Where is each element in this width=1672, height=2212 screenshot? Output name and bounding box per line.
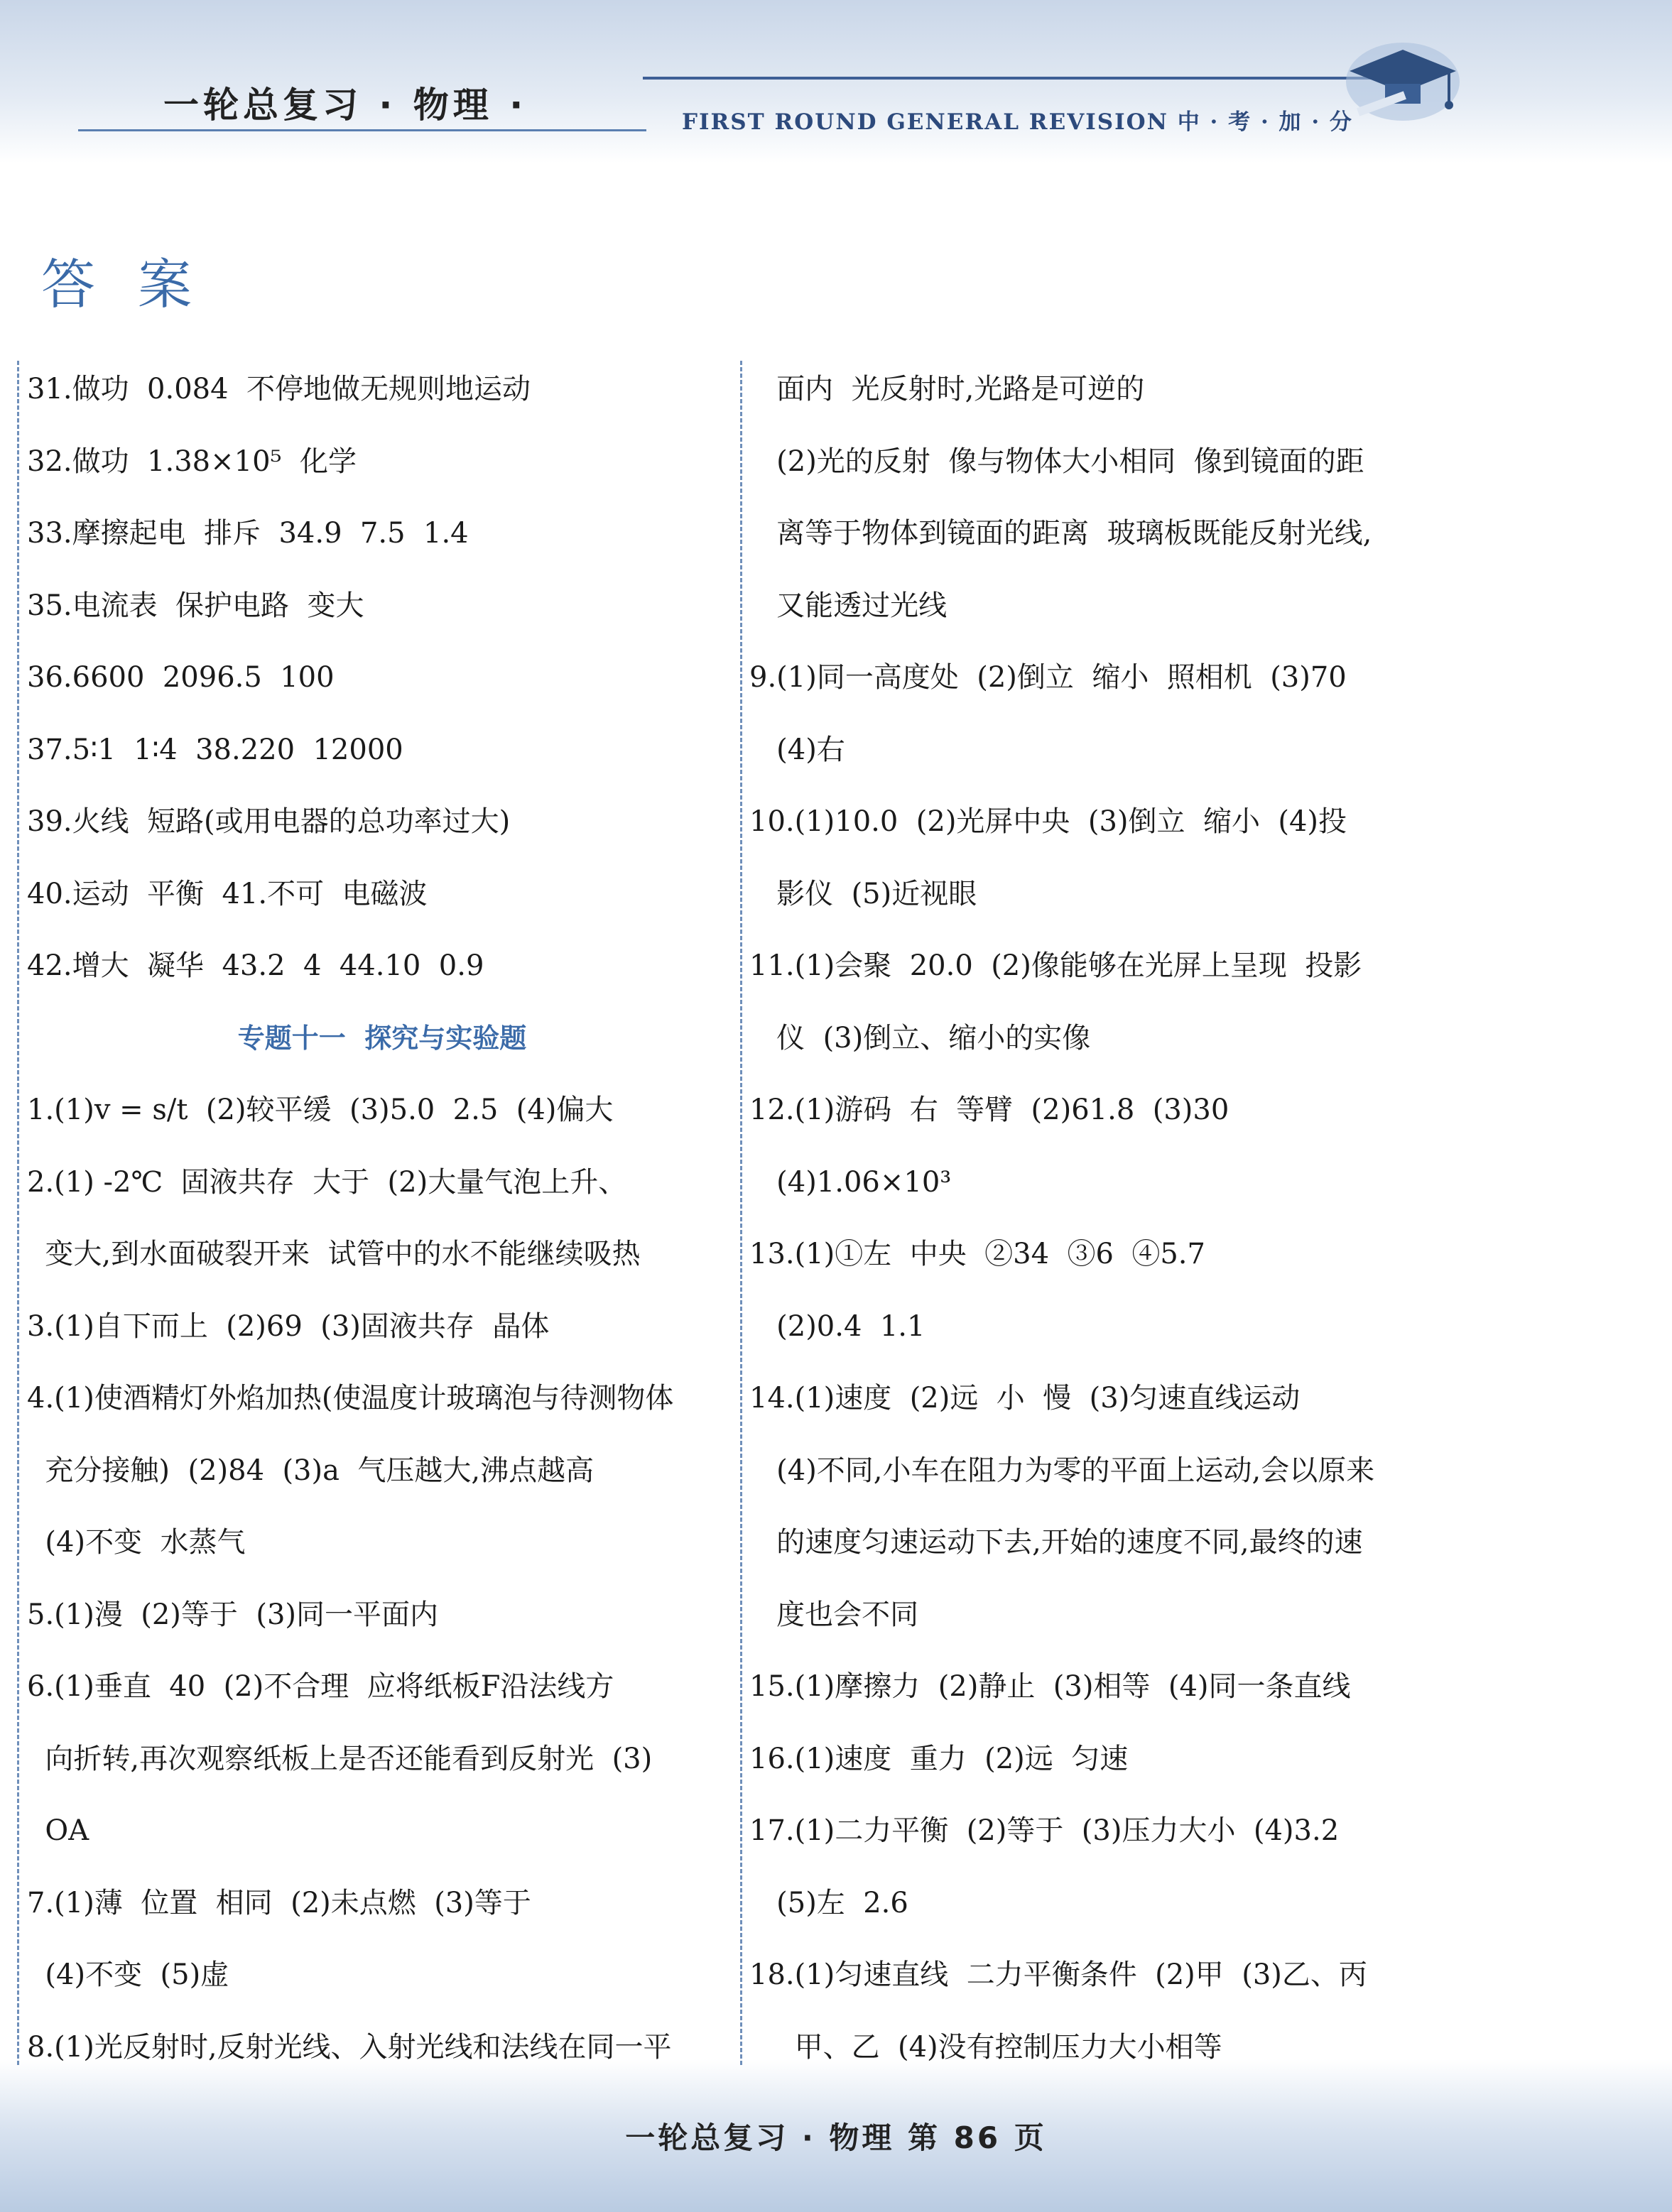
answer-line: 9.(1)同一高度处 (2)倒立 缩小 照相机 (3)70 [749, 661, 1347, 694]
answer-line: 的速度匀速运动下去,开始的速度不同,最终的速 [749, 1526, 1363, 1559]
answer-line: 40.运动 平衡 41.不可 电磁波 [27, 877, 428, 910]
answer-line: (2)光的反射 像与物体大小相同 像到镜面的距 [749, 445, 1364, 478]
answer-line: 17.(1)二力平衡 (2)等于 (3)压力大小 (4)3.2 [749, 1814, 1340, 1847]
answer-line: (4)1.06×10³ [749, 1165, 952, 1199]
page-footer: 一轮总复习 · 物理 第 86 页 [625, 2120, 1047, 2155]
answer-line: 35.电流表 保护电路 变大 [27, 589, 364, 622]
answer-line: 37.5∶1 1∶4 38.220 12000 [27, 733, 403, 766]
answer-line: 42.增大 凝华 43.2 4 44.10 0.9 [27, 949, 484, 982]
answer-line: 8.(1)光反射时,反射光线、入射光线和法线在同一平 [27, 2030, 672, 2064]
section-heading: 专题十一 探究与实验题 [237, 1022, 527, 1054]
answer-line: 6.(1)垂直 40 (2)不合理 应将纸板F沿法线方 [27, 1670, 614, 1703]
answer-line: 又能透过光线 [749, 589, 948, 622]
answer-line: 变大,到水面破裂开来 试管中的水不能继续吸热 [27, 1238, 641, 1270]
answer-line: 4.(1)使酒精灯外焰加热(使温度计玻璃泡与待测物体 [27, 1382, 674, 1415]
answer-line: 14.(1)速度 (2)远 小 慢 (3)匀速直线运动 [749, 1382, 1301, 1415]
answer-line: 15.(1)摩擦力 (2)静止 (3)相等 (4)同一条直线 [749, 1670, 1351, 1703]
answer-line: (4)不同,小车在阻力为零的平面上运动,会以原来 [749, 1454, 1375, 1487]
answer-line: 影仪 (5)近视眼 [749, 877, 977, 910]
answer-line: 1.(1)v = s/t (2)较平缓 (3)5.0 2.5 (4)偏大 [27, 1094, 614, 1126]
answer-line: 39.火线 短路(或用电器的总功率过大) [27, 805, 511, 838]
answer-line: 12.(1)游码 右 等臂 (2)61.8 (3)30 [749, 1094, 1229, 1126]
answer-line: 离等于物体到镜面的距离 玻璃板既能反射光线, [749, 517, 1372, 550]
header-underline [78, 129, 646, 131]
graduation-cap-icon [1335, 28, 1463, 128]
answer-line: OA [27, 1814, 89, 1847]
answer-line: 11.(1)会聚 20.0 (2)像能够在光屏上呈现 投影 [749, 949, 1362, 982]
answer-line: 13.(1)①左 中央 ②34 ③6 ④5.7 [749, 1238, 1205, 1270]
answer-line: 18.(1)匀速直线 二力平衡条件 (2)甲 (3)乙、丙 [749, 1958, 1367, 1991]
answer-line: 面内 光反射时,光路是可逆的 [749, 373, 1145, 405]
answer-line: (4)不变 (5)虚 [27, 1958, 229, 1991]
left-column [27, 354, 737, 2083]
right-column [749, 354, 1460, 2083]
answer-line: 2.(1) -2℃ 固液共存 大于 (2)大量气泡上升、 [27, 1165, 627, 1199]
column-divider [740, 361, 742, 2065]
answer-line: 向折转,再次观察纸板上是否还能看到反射光 (3) [27, 1742, 653, 1775]
answer-line: (2)0.4 1.1 [749, 1309, 925, 1343]
page-title: 答案 [41, 253, 234, 316]
header-right-title: FIRST ROUND GENERAL REVISION 中 · 考 · 加 · 分 [682, 109, 1353, 135]
answer-line: 16.(1)速度 重力 (2)远 匀速 [749, 1742, 1129, 1775]
answer-line: 度也会不同 [749, 1598, 919, 1631]
answer-line: 36.6600 2096.5 100 [27, 661, 335, 694]
answer-line: 31.做功 0.084 不停地做无规则地运动 [27, 373, 531, 405]
answer-line: 3.(1)自下而上 (2)69 (3)固液共存 晶体 [27, 1309, 550, 1343]
header-swoosh [643, 77, 1374, 80]
answer-line: (4)不变 水蒸气 [27, 1526, 246, 1559]
answer-line: 33.摩擦起电 排斥 34.9 7.5 1.4 [27, 517, 469, 550]
answer-line: 5.(1)漫 (2)等于 (3)同一平面内 [27, 1598, 439, 1631]
answer-line: 32.做功 1.38×10⁵ 化学 [27, 445, 357, 478]
left-dashed-rule [17, 361, 19, 2065]
answer-line: 甲、乙 (4)没有控制压力大小相等 [749, 2030, 1222, 2064]
answer-line: (4)右 [749, 733, 845, 766]
answer-line: (5)左 2.6 [749, 1886, 908, 1919]
header-left-title: 一轮总复习 · 物理 · [163, 85, 528, 126]
answer-line: 10.(1)10.0 (2)光屏中央 (3)倒立 缩小 (4)投 [749, 805, 1347, 838]
answer-line: 仪 (3)倒立、缩小的实像 [749, 1021, 1091, 1055]
answer-line: 7.(1)薄 位置 相同 (2)未点燃 (3)等于 [27, 1886, 531, 1919]
answer-line: 充分接触) (2)84 (3)a 气压越大,沸点越高 [27, 1454, 595, 1487]
